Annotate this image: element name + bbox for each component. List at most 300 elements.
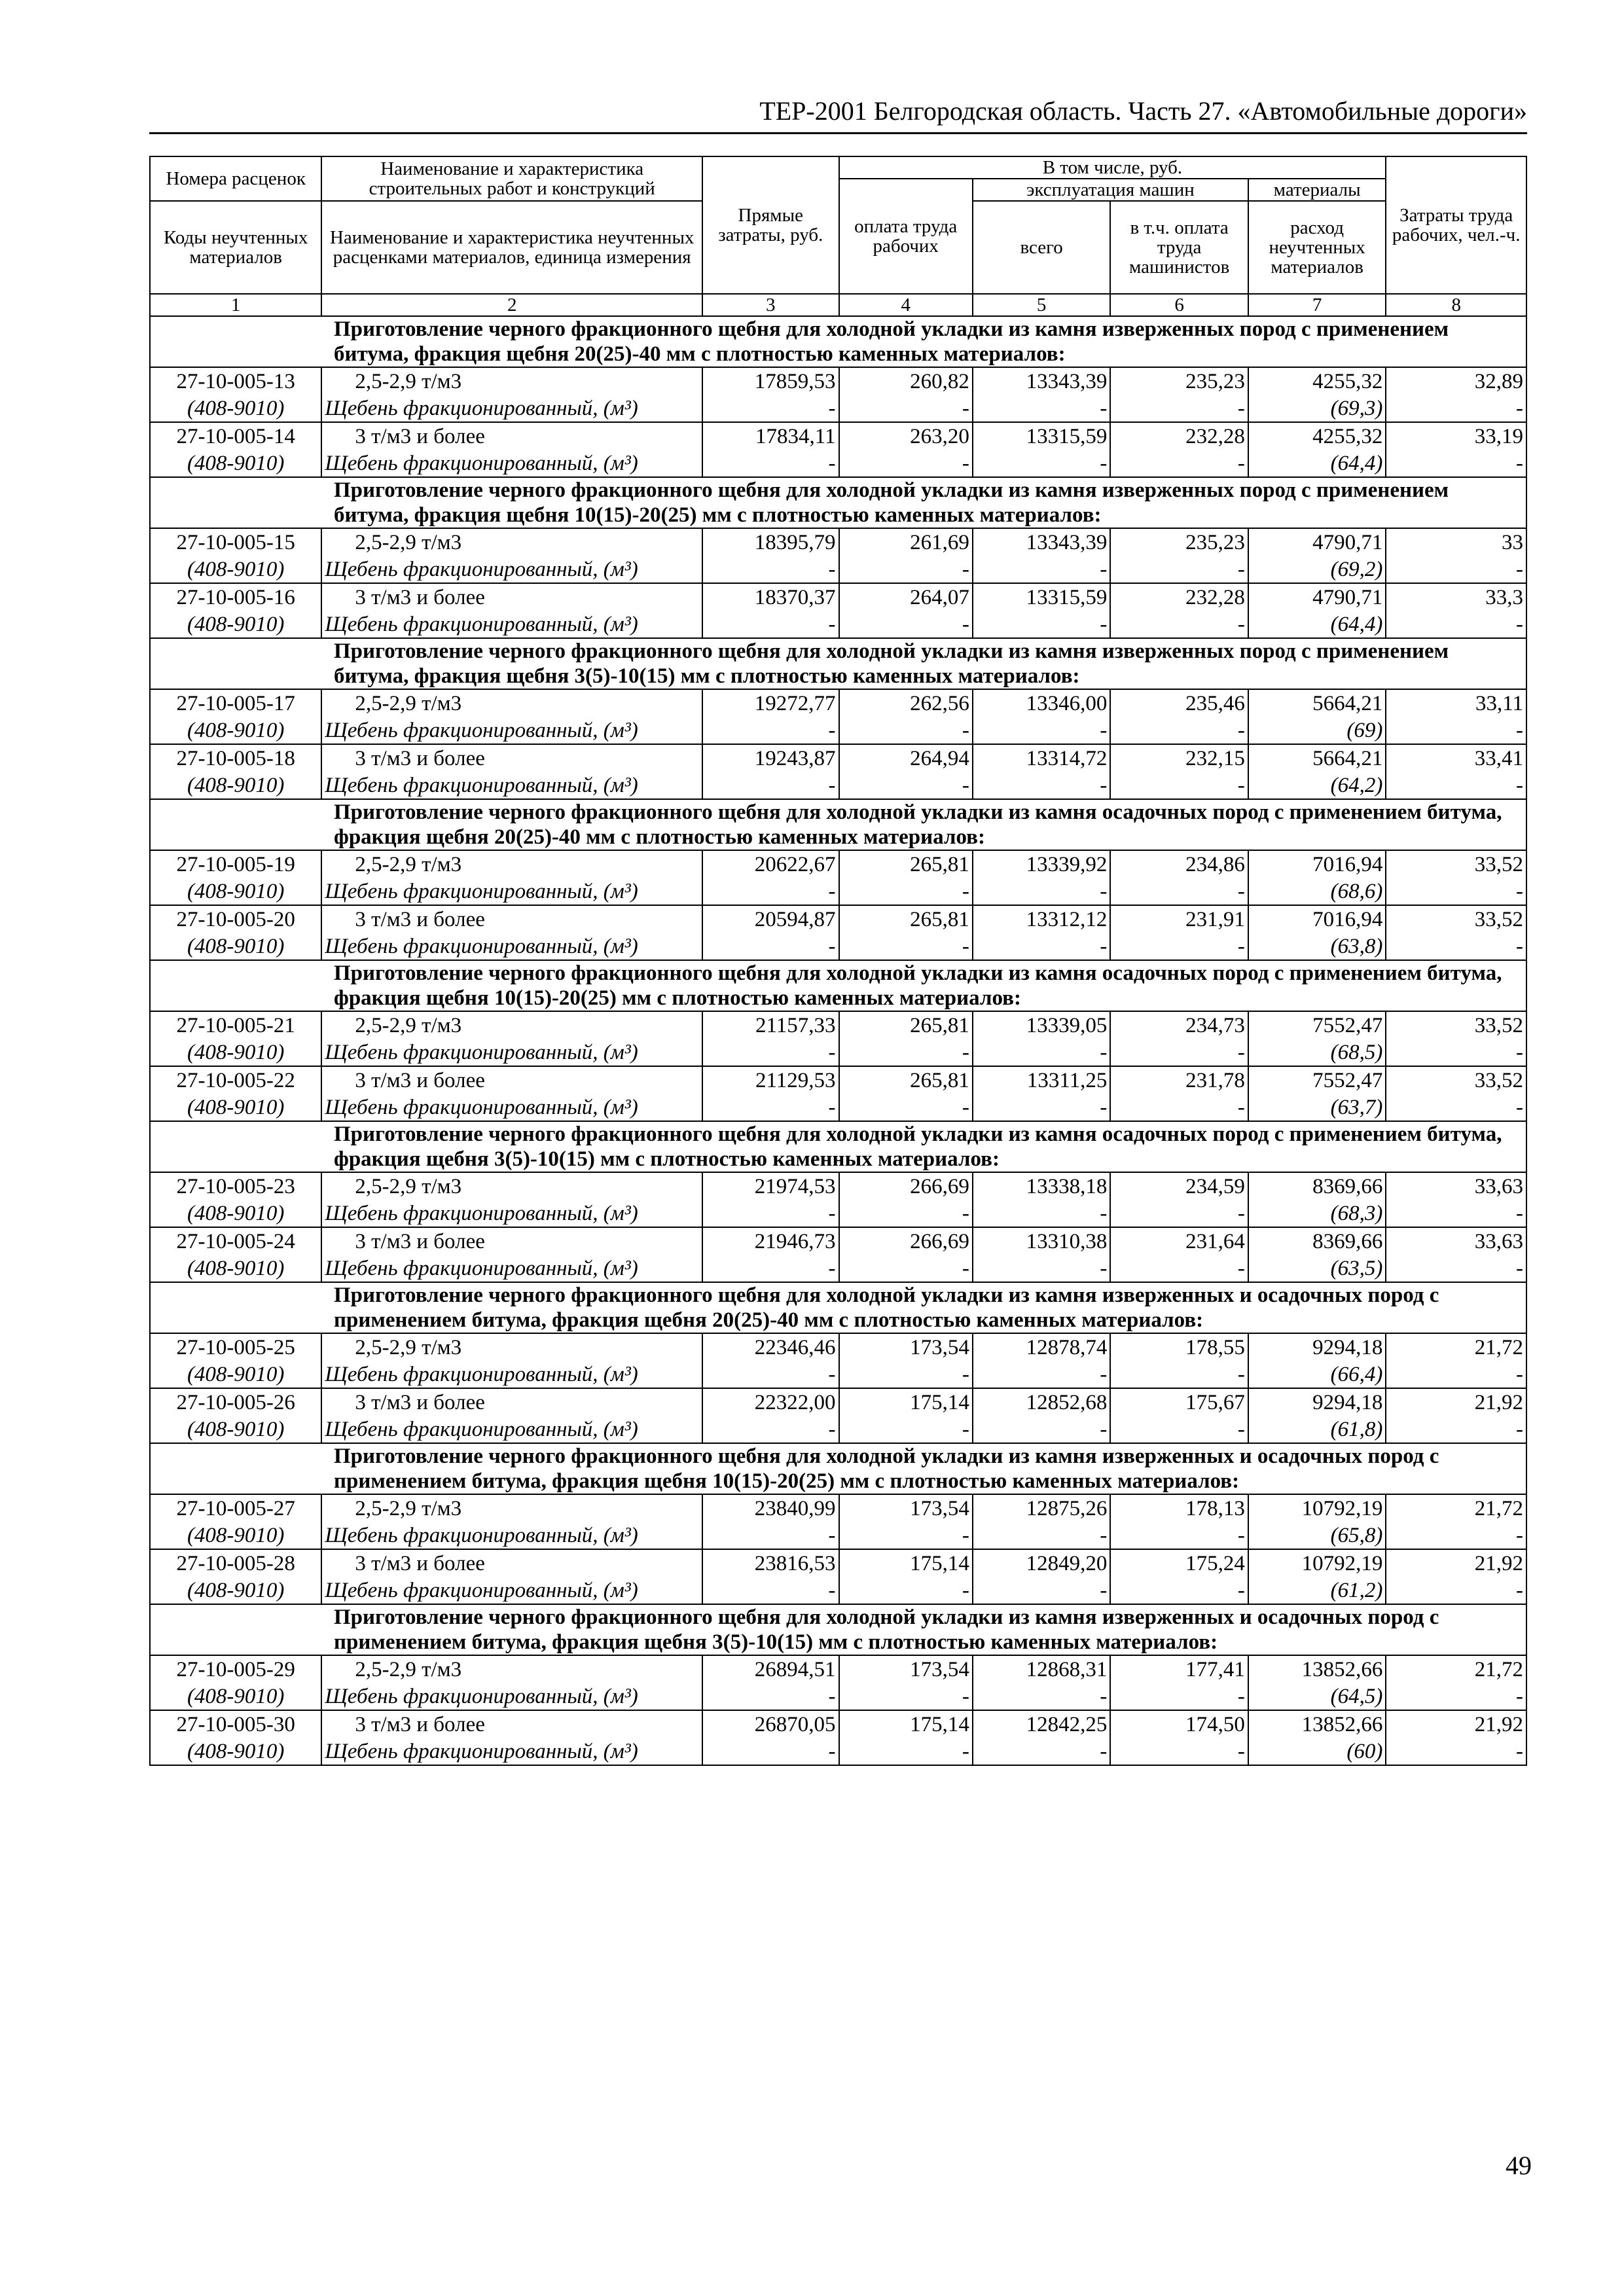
cell-labor: 265,81 bbox=[839, 905, 973, 933]
material-cell-mach-total: - bbox=[973, 1255, 1111, 1282]
material-cell-mach-labor: - bbox=[1110, 933, 1248, 960]
cell-direct: 20622,67 bbox=[702, 850, 839, 878]
section-title-row bbox=[150, 316, 1526, 367]
table-row bbox=[150, 744, 1526, 772]
cell-name: 3 т/м3 и более bbox=[321, 1388, 702, 1416]
section-title: Приготовление черного фракционного щебня для холодной укладки из камня изверженных пород с применением битума, фракция щебня 3(5)-10(15) мм с плотностью каменных материалов: bbox=[150, 638, 1526, 689]
cell-mach-labor: 234,86 bbox=[1110, 850, 1248, 878]
cell-labor: 265,81 bbox=[839, 1011, 973, 1039]
cell-mach-total: 13339,05 bbox=[973, 1011, 1111, 1039]
table-body bbox=[150, 294, 1526, 1765]
cell-materials: 10792,19 bbox=[1248, 1494, 1386, 1522]
material-cell-direct: - bbox=[702, 878, 839, 905]
section-title: Приготовление черного фракционного щебня для холодной укладки из камня изверженных пород с применением битума, фракция щебня 20(25)-40 мм с плотностью каменных материалов: bbox=[150, 316, 1526, 367]
cell-mach-labor: 177,41 bbox=[1110, 1655, 1248, 1683]
material-cell-name: Щебень фракционированный, (м³) bbox=[321, 1577, 702, 1604]
material-cell-name: Щебень фракционированный, (м³) bbox=[321, 1361, 702, 1388]
cell-code: 27-10-005-27 bbox=[150, 1494, 321, 1522]
cell-direct: 19243,87 bbox=[702, 744, 839, 772]
cell-code: 27-10-005-14 bbox=[150, 422, 321, 450]
material-cell-materials: (68,3) bbox=[1248, 1200, 1386, 1227]
material-cell-mach-labor: - bbox=[1110, 1200, 1248, 1227]
section-title-row bbox=[150, 799, 1526, 850]
material-cell-direct: - bbox=[702, 1094, 839, 1121]
material-row bbox=[150, 1416, 1526, 1443]
cell-mach-total: 12852,68 bbox=[973, 1388, 1111, 1416]
cell-mach-labor: 232,15 bbox=[1110, 744, 1248, 772]
column-number: 5 bbox=[973, 294, 1111, 316]
section-title: Приготовление черного фракционного щебня для холодной укладки из камня осадочных пород с применением битума, фракция щебня 3(5)-10(15) мм с плотностью каменных материалов: bbox=[150, 1121, 1526, 1172]
material-row bbox=[150, 933, 1526, 960]
cell-hours: 21,92 bbox=[1386, 1388, 1526, 1416]
material-row bbox=[150, 772, 1526, 799]
material-cell-code: (408-9010) bbox=[150, 611, 321, 638]
header-col2-bottom: Наименование и характеристика неучтенных расценками материалов, единица измерения bbox=[321, 201, 702, 294]
material-cell-mach-total: - bbox=[973, 933, 1111, 960]
material-cell-mach-labor: - bbox=[1110, 611, 1248, 638]
material-cell-code: (408-9010) bbox=[150, 717, 321, 744]
section-title-row bbox=[150, 638, 1526, 689]
material-cell-mach-total: - bbox=[973, 772, 1111, 799]
material-cell-mach-labor: - bbox=[1110, 1255, 1248, 1282]
cell-mach-labor: 235,23 bbox=[1110, 528, 1248, 556]
material-cell-mach-labor: - bbox=[1110, 395, 1248, 422]
material-cell-name: Щебень фракционированный, (м³) bbox=[321, 1200, 702, 1227]
cell-hours: 33 bbox=[1386, 528, 1526, 556]
cell-labor: 266,69 bbox=[839, 1227, 973, 1255]
header-col3: Прямые затраты, руб. bbox=[702, 156, 839, 294]
material-cell-code: (408-9010) bbox=[150, 772, 321, 799]
table-row bbox=[150, 583, 1526, 611]
cell-materials: 9294,18 bbox=[1248, 1388, 1386, 1416]
cell-direct: 18395,79 bbox=[702, 528, 839, 556]
material-cell-direct: - bbox=[702, 772, 839, 799]
cell-mach-total: 13315,59 bbox=[973, 583, 1111, 611]
material-cell-mach-labor: - bbox=[1110, 1039, 1248, 1066]
cell-direct: 26894,51 bbox=[702, 1655, 839, 1683]
material-cell-mach-labor: - bbox=[1110, 1577, 1248, 1604]
table-row bbox=[150, 689, 1526, 717]
cell-code: 27-10-005-23 bbox=[150, 1172, 321, 1200]
header-col1-bottom: Коды неучтенных материалов bbox=[150, 201, 321, 294]
cell-materials: 7552,47 bbox=[1248, 1011, 1386, 1039]
cell-hours: 33,3 bbox=[1386, 583, 1526, 611]
material-cell-labor: - bbox=[839, 1094, 973, 1121]
cell-materials: 8369,66 bbox=[1248, 1172, 1386, 1200]
cell-mach-total: 13315,59 bbox=[973, 422, 1111, 450]
header-title: ТЕР-2001 Белгородская область. Часть 27. «Автомобильные дороги» bbox=[759, 96, 1527, 126]
material-cell-name: Щебень фракционированный, (м³) bbox=[321, 1738, 702, 1765]
material-row bbox=[150, 1683, 1526, 1710]
cell-hours: 21,92 bbox=[1386, 1710, 1526, 1738]
material-cell-direct: - bbox=[702, 395, 839, 422]
cell-name: 3 т/м3 и более bbox=[321, 583, 702, 611]
cell-code: 27-10-005-20 bbox=[150, 905, 321, 933]
material-cell-direct: - bbox=[702, 1683, 839, 1710]
material-cell-hours: - bbox=[1386, 717, 1526, 744]
cell-mach-total: 13343,39 bbox=[973, 528, 1111, 556]
cell-hours: 32,89 bbox=[1386, 367, 1526, 395]
material-cell-mach-total: - bbox=[973, 611, 1111, 638]
cell-code: 27-10-005-18 bbox=[150, 744, 321, 772]
cell-name: 2,5-2,9 т/м3 bbox=[321, 1494, 702, 1522]
cell-mach-total: 13339,92 bbox=[973, 850, 1111, 878]
material-cell-materials: (65,8) bbox=[1248, 1522, 1386, 1549]
cell-hours: 33,63 bbox=[1386, 1172, 1526, 1200]
material-cell-mach-total: - bbox=[973, 1683, 1111, 1710]
cell-name: 3 т/м3 и более bbox=[321, 422, 702, 450]
cell-mach-total: 13343,39 bbox=[973, 367, 1111, 395]
cell-code: 27-10-005-28 bbox=[150, 1549, 321, 1577]
cell-code: 27-10-005-24 bbox=[150, 1227, 321, 1255]
cell-direct: 22322,00 bbox=[702, 1388, 839, 1416]
material-cell-mach-total: - bbox=[973, 1094, 1111, 1121]
page-header bbox=[149, 96, 1527, 134]
column-number: 2 bbox=[321, 294, 702, 316]
material-cell-materials: (64,5) bbox=[1248, 1683, 1386, 1710]
material-cell-hours: - bbox=[1386, 1577, 1526, 1604]
material-cell-mach-total: - bbox=[973, 1416, 1111, 1443]
material-row bbox=[150, 1094, 1526, 1121]
cell-code: 27-10-005-21 bbox=[150, 1011, 321, 1039]
cell-mach-labor: 178,55 bbox=[1110, 1333, 1248, 1361]
cell-mach-total: 12868,31 bbox=[973, 1655, 1111, 1683]
cell-name: 3 т/м3 и более bbox=[321, 1549, 702, 1577]
cell-materials: 13852,66 bbox=[1248, 1655, 1386, 1683]
cell-hours: 33,52 bbox=[1386, 905, 1526, 933]
material-row bbox=[150, 1738, 1526, 1765]
material-cell-hours: - bbox=[1386, 772, 1526, 799]
cell-mach-total: 12875,26 bbox=[973, 1494, 1111, 1522]
material-cell-labor: - bbox=[839, 556, 973, 583]
cell-mach-labor: 232,28 bbox=[1110, 583, 1248, 611]
material-cell-direct: - bbox=[702, 1738, 839, 1765]
material-cell-mach-total: - bbox=[973, 1577, 1111, 1604]
cell-materials: 4255,32 bbox=[1248, 422, 1386, 450]
material-cell-code: (408-9010) bbox=[150, 1416, 321, 1443]
cell-name: 3 т/м3 и более bbox=[321, 1066, 702, 1094]
material-cell-labor: - bbox=[839, 1416, 973, 1443]
material-cell-hours: - bbox=[1386, 1361, 1526, 1388]
cell-labor: 266,69 bbox=[839, 1172, 973, 1200]
section-title: Приготовление черного фракционного щебня для холодной укладки из камня изверженных и осадочных пород с применением битума, фракция щебня 10(15)-20(25) мм с плотностью каменных материалов: bbox=[150, 1443, 1526, 1494]
material-cell-mach-labor: - bbox=[1110, 1094, 1248, 1121]
cell-direct: 20594,87 bbox=[702, 905, 839, 933]
cell-materials: 10792,19 bbox=[1248, 1549, 1386, 1577]
material-cell-code: (408-9010) bbox=[150, 933, 321, 960]
cell-mach-labor: 232,28 bbox=[1110, 422, 1248, 450]
cell-code: 27-10-005-22 bbox=[150, 1066, 321, 1094]
material-cell-hours: - bbox=[1386, 1522, 1526, 1549]
section-title-row bbox=[150, 1443, 1526, 1494]
column-numbers-row bbox=[150, 294, 1526, 316]
material-cell-materials: (64,4) bbox=[1248, 450, 1386, 477]
cell-labor: 265,81 bbox=[839, 850, 973, 878]
material-cell-code: (408-9010) bbox=[150, 556, 321, 583]
cell-hours: 21,72 bbox=[1386, 1333, 1526, 1361]
material-row bbox=[150, 1522, 1526, 1549]
material-cell-labor: - bbox=[839, 450, 973, 477]
cell-mach-labor: 234,73 bbox=[1110, 1011, 1248, 1039]
cell-mach-total: 13312,12 bbox=[973, 905, 1111, 933]
material-cell-mach-labor: - bbox=[1110, 1738, 1248, 1765]
cell-labor: 173,54 bbox=[839, 1333, 973, 1361]
material-cell-code: (408-9010) bbox=[150, 1683, 321, 1710]
material-cell-name: Щебень фракционированный, (м³) bbox=[321, 1039, 702, 1066]
material-cell-mach-labor: - bbox=[1110, 556, 1248, 583]
material-cell-materials: (61,8) bbox=[1248, 1416, 1386, 1443]
column-number: 6 bbox=[1110, 294, 1248, 316]
material-cell-name: Щебень фракционированный, (м³) bbox=[321, 717, 702, 744]
cell-mach-total: 12849,20 bbox=[973, 1549, 1111, 1577]
material-cell-direct: - bbox=[702, 556, 839, 583]
material-cell-name: Щебень фракционированный, (м³) bbox=[321, 450, 702, 477]
section-title-row bbox=[150, 1604, 1526, 1655]
material-cell-materials: (68,6) bbox=[1248, 878, 1386, 905]
cell-mach-labor: 231,91 bbox=[1110, 905, 1248, 933]
header-col5: всего bbox=[973, 201, 1111, 294]
material-row bbox=[150, 717, 1526, 744]
material-cell-labor: - bbox=[839, 1361, 973, 1388]
material-cell-direct: - bbox=[702, 1577, 839, 1604]
material-cell-code: (408-9010) bbox=[150, 878, 321, 905]
cell-code: 27-10-005-13 bbox=[150, 367, 321, 395]
material-row bbox=[150, 1039, 1526, 1066]
material-cell-mach-total: - bbox=[973, 878, 1111, 905]
material-cell-materials: (68,5) bbox=[1248, 1039, 1386, 1066]
cell-labor: 175,14 bbox=[839, 1710, 973, 1738]
cell-direct: 17834,11 bbox=[702, 422, 839, 450]
header-col6: в т.ч. оплата труда машинистов bbox=[1110, 201, 1248, 294]
material-cell-direct: - bbox=[702, 933, 839, 960]
section-title-row bbox=[150, 960, 1526, 1011]
table-row bbox=[150, 850, 1526, 878]
material-cell-hours: - bbox=[1386, 878, 1526, 905]
cell-hours: 21,92 bbox=[1386, 1549, 1526, 1577]
material-cell-labor: - bbox=[839, 395, 973, 422]
material-cell-materials: (63,8) bbox=[1248, 933, 1386, 960]
cell-hours: 33,52 bbox=[1386, 1066, 1526, 1094]
material-cell-mach-labor: - bbox=[1110, 1683, 1248, 1710]
material-cell-mach-total: - bbox=[973, 1361, 1111, 1388]
material-cell-name: Щебень фракционированный, (м³) bbox=[321, 772, 702, 799]
cell-name: 2,5-2,9 т/м3 bbox=[321, 1011, 702, 1039]
material-row bbox=[150, 878, 1526, 905]
material-cell-materials: (66,4) bbox=[1248, 1361, 1386, 1388]
material-cell-direct: - bbox=[702, 611, 839, 638]
material-cell-name: Щебень фракционированный, (м³) bbox=[321, 1094, 702, 1121]
cell-hours: 33,19 bbox=[1386, 422, 1526, 450]
cell-materials: 7552,47 bbox=[1248, 1066, 1386, 1094]
material-cell-direct: - bbox=[702, 1522, 839, 1549]
material-cell-hours: - bbox=[1386, 1683, 1526, 1710]
cell-code: 27-10-005-19 bbox=[150, 850, 321, 878]
cell-direct: 17859,53 bbox=[702, 367, 839, 395]
material-cell-direct: - bbox=[702, 1416, 839, 1443]
section-title-row bbox=[150, 1282, 1526, 1333]
section-title: Приготовление черного фракционного щебня для холодной укладки из камня изверженных и осадочных пород с применением битума, фракция щебня 20(25)-40 мм с плотностью каменных материалов: bbox=[150, 1282, 1526, 1333]
material-cell-name: Щебень фракционированный, (м³) bbox=[321, 1416, 702, 1443]
cell-labor: 173,54 bbox=[839, 1494, 973, 1522]
cell-mach-labor: 175,67 bbox=[1110, 1388, 1248, 1416]
cell-mach-labor: 174,50 bbox=[1110, 1710, 1248, 1738]
cell-mach-labor: 231,78 bbox=[1110, 1066, 1248, 1094]
cell-direct: 18370,37 bbox=[702, 583, 839, 611]
cell-name: 3 т/м3 и более bbox=[321, 1710, 702, 1738]
material-cell-code: (408-9010) bbox=[150, 1094, 321, 1121]
material-cell-labor: - bbox=[839, 1255, 973, 1282]
material-cell-mach-labor: - bbox=[1110, 717, 1248, 744]
table-row bbox=[150, 905, 1526, 933]
material-cell-mach-labor: - bbox=[1110, 878, 1248, 905]
material-cell-materials: (69,2) bbox=[1248, 556, 1386, 583]
material-cell-hours: - bbox=[1386, 556, 1526, 583]
header-col7: расход неучтенных материалов bbox=[1248, 201, 1386, 294]
material-cell-labor: - bbox=[839, 878, 973, 905]
cell-labor: 260,82 bbox=[839, 367, 973, 395]
material-cell-direct: - bbox=[702, 1255, 839, 1282]
table-row bbox=[150, 1549, 1526, 1577]
cell-name: 2,5-2,9 т/м3 bbox=[321, 528, 702, 556]
material-cell-materials: (63,5) bbox=[1248, 1255, 1386, 1282]
material-cell-code: (408-9010) bbox=[150, 1039, 321, 1066]
material-cell-hours: - bbox=[1386, 1200, 1526, 1227]
material-cell-code: (408-9010) bbox=[150, 1577, 321, 1604]
cell-code: 27-10-005-25 bbox=[150, 1333, 321, 1361]
material-cell-materials: (69) bbox=[1248, 717, 1386, 744]
header-col8: Затраты труда рабочих, чел.-ч. bbox=[1386, 156, 1526, 294]
cell-labor: 264,07 bbox=[839, 583, 973, 611]
cell-hours: 21,72 bbox=[1386, 1494, 1526, 1522]
header-materials: материалы bbox=[1248, 179, 1386, 201]
cell-code: 27-10-005-29 bbox=[150, 1655, 321, 1683]
cell-labor: 265,81 bbox=[839, 1066, 973, 1094]
table-row bbox=[150, 1227, 1526, 1255]
section-title-row bbox=[150, 1121, 1526, 1172]
material-cell-name: Щебень фракционированный, (м³) bbox=[321, 1255, 702, 1282]
table-row bbox=[150, 1011, 1526, 1039]
section-title: Приготовление черного фракционного щебня для холодной укладки из камня изверженных и осадочных пород с применением битума, фракция щебня 3(5)-10(15) мм с плотностью каменных материалов: bbox=[150, 1604, 1526, 1655]
material-cell-hours: - bbox=[1386, 1738, 1526, 1765]
material-cell-materials: (64,4) bbox=[1248, 611, 1386, 638]
material-cell-labor: - bbox=[839, 717, 973, 744]
cell-direct: 21129,53 bbox=[702, 1066, 839, 1094]
material-cell-code: (408-9010) bbox=[150, 450, 321, 477]
cell-mach-total: 13310,38 bbox=[973, 1227, 1111, 1255]
material-cell-direct: - bbox=[702, 717, 839, 744]
material-cell-direct: - bbox=[702, 450, 839, 477]
cell-direct: 22346,46 bbox=[702, 1333, 839, 1361]
column-number: 8 bbox=[1386, 294, 1526, 316]
material-cell-mach-total: - bbox=[973, 1200, 1111, 1227]
cell-mach-total: 13346,00 bbox=[973, 689, 1111, 717]
section-title-row bbox=[150, 477, 1526, 528]
material-cell-code: (408-9010) bbox=[150, 1522, 321, 1549]
cell-labor: 261,69 bbox=[839, 528, 973, 556]
material-row bbox=[150, 1577, 1526, 1604]
material-cell-hours: - bbox=[1386, 1255, 1526, 1282]
material-cell-mach-total: - bbox=[973, 556, 1111, 583]
material-row bbox=[150, 395, 1526, 422]
cell-materials: 5664,21 bbox=[1248, 744, 1386, 772]
material-row bbox=[150, 450, 1526, 477]
cell-code: 27-10-005-15 bbox=[150, 528, 321, 556]
material-row bbox=[150, 1255, 1526, 1282]
section-title: Приготовление черного фракционного щебня для холодной укладки из камня осадочных пород с применением битума, фракция щебня 10(15)-20(25) мм с плотностью каменных материалов: bbox=[150, 960, 1526, 1011]
material-cell-hours: - bbox=[1386, 1094, 1526, 1121]
cell-materials: 5664,21 bbox=[1248, 689, 1386, 717]
material-cell-materials: (69,3) bbox=[1248, 395, 1386, 422]
cell-code: 27-10-005-17 bbox=[150, 689, 321, 717]
material-row bbox=[150, 1361, 1526, 1388]
cell-hours: 33,52 bbox=[1386, 850, 1526, 878]
section-title: Приготовление черного фракционного щебня для холодной укладки из камня изверженных пород с применением битума, фракция щебня 10(15)-20(25) мм с плотностью каменных материалов: bbox=[150, 477, 1526, 528]
cell-labor: 175,14 bbox=[839, 1388, 973, 1416]
cell-direct: 26870,05 bbox=[702, 1710, 839, 1738]
header-machines: эксплуатация машин bbox=[973, 179, 1248, 201]
cell-materials: 8369,66 bbox=[1248, 1227, 1386, 1255]
material-cell-mach-total: - bbox=[973, 717, 1111, 744]
cell-code: 27-10-005-26 bbox=[150, 1388, 321, 1416]
cell-name: 2,5-2,9 т/м3 bbox=[321, 1333, 702, 1361]
material-cell-direct: - bbox=[702, 1039, 839, 1066]
cell-direct: 21974,53 bbox=[702, 1172, 839, 1200]
material-cell-name: Щебень фракционированный, (м³) bbox=[321, 933, 702, 960]
cell-hours: 33,63 bbox=[1386, 1227, 1526, 1255]
material-row bbox=[150, 1200, 1526, 1227]
material-cell-code: (408-9010) bbox=[150, 395, 321, 422]
table-row bbox=[150, 367, 1526, 395]
material-cell-mach-total: - bbox=[973, 1522, 1111, 1549]
material-cell-labor: - bbox=[839, 1200, 973, 1227]
cell-mach-labor: 231,64 bbox=[1110, 1227, 1248, 1255]
cell-direct: 23816,53 bbox=[702, 1549, 839, 1577]
material-cell-labor: - bbox=[839, 1577, 973, 1604]
header-col2-top: Наименование и характеристика строительных работ и конструкций bbox=[321, 156, 702, 201]
material-cell-labor: - bbox=[839, 1738, 973, 1765]
section-title: Приготовление черного фракционного щебня для холодной укладки из камня осадочных пород с применением битума, фракция щебня 20(25)-40 мм с плотностью каменных материалов: bbox=[150, 799, 1526, 850]
cell-mach-labor: 178,13 bbox=[1110, 1494, 1248, 1522]
cell-labor: 262,56 bbox=[839, 689, 973, 717]
cell-materials: 7016,94 bbox=[1248, 850, 1386, 878]
header-col4: оплата труда рабочих bbox=[839, 179, 973, 294]
cell-mach-total: 12842,25 bbox=[973, 1710, 1111, 1738]
cell-hours: 33,52 bbox=[1386, 1011, 1526, 1039]
header-col1-top: Номера расценок bbox=[150, 156, 321, 201]
cell-hours: 33,41 bbox=[1386, 744, 1526, 772]
cell-materials: 4255,32 bbox=[1248, 367, 1386, 395]
material-cell-mach-total: - bbox=[973, 450, 1111, 477]
page-number: 49 bbox=[1506, 2151, 1532, 2180]
header-group: В том числе, руб. bbox=[839, 156, 1386, 179]
cell-labor: 263,20 bbox=[839, 422, 973, 450]
material-cell-mach-labor: - bbox=[1110, 1416, 1248, 1443]
table-row bbox=[150, 528, 1526, 556]
cell-direct: 21946,73 bbox=[702, 1227, 839, 1255]
cell-materials: 4790,71 bbox=[1248, 583, 1386, 611]
material-cell-hours: - bbox=[1386, 1039, 1526, 1066]
material-cell-labor: - bbox=[839, 933, 973, 960]
material-cell-hours: - bbox=[1386, 611, 1526, 638]
cell-name: 2,5-2,9 т/м3 bbox=[321, 367, 702, 395]
material-cell-mach-total: - bbox=[973, 395, 1111, 422]
material-cell-code: (408-9010) bbox=[150, 1255, 321, 1282]
table-row bbox=[150, 1494, 1526, 1522]
material-cell-code: (408-9010) bbox=[150, 1361, 321, 1388]
cell-mach-labor: 234,59 bbox=[1110, 1172, 1248, 1200]
material-cell-mach-total: - bbox=[973, 1738, 1111, 1765]
cell-hours: 21,72 bbox=[1386, 1655, 1526, 1683]
